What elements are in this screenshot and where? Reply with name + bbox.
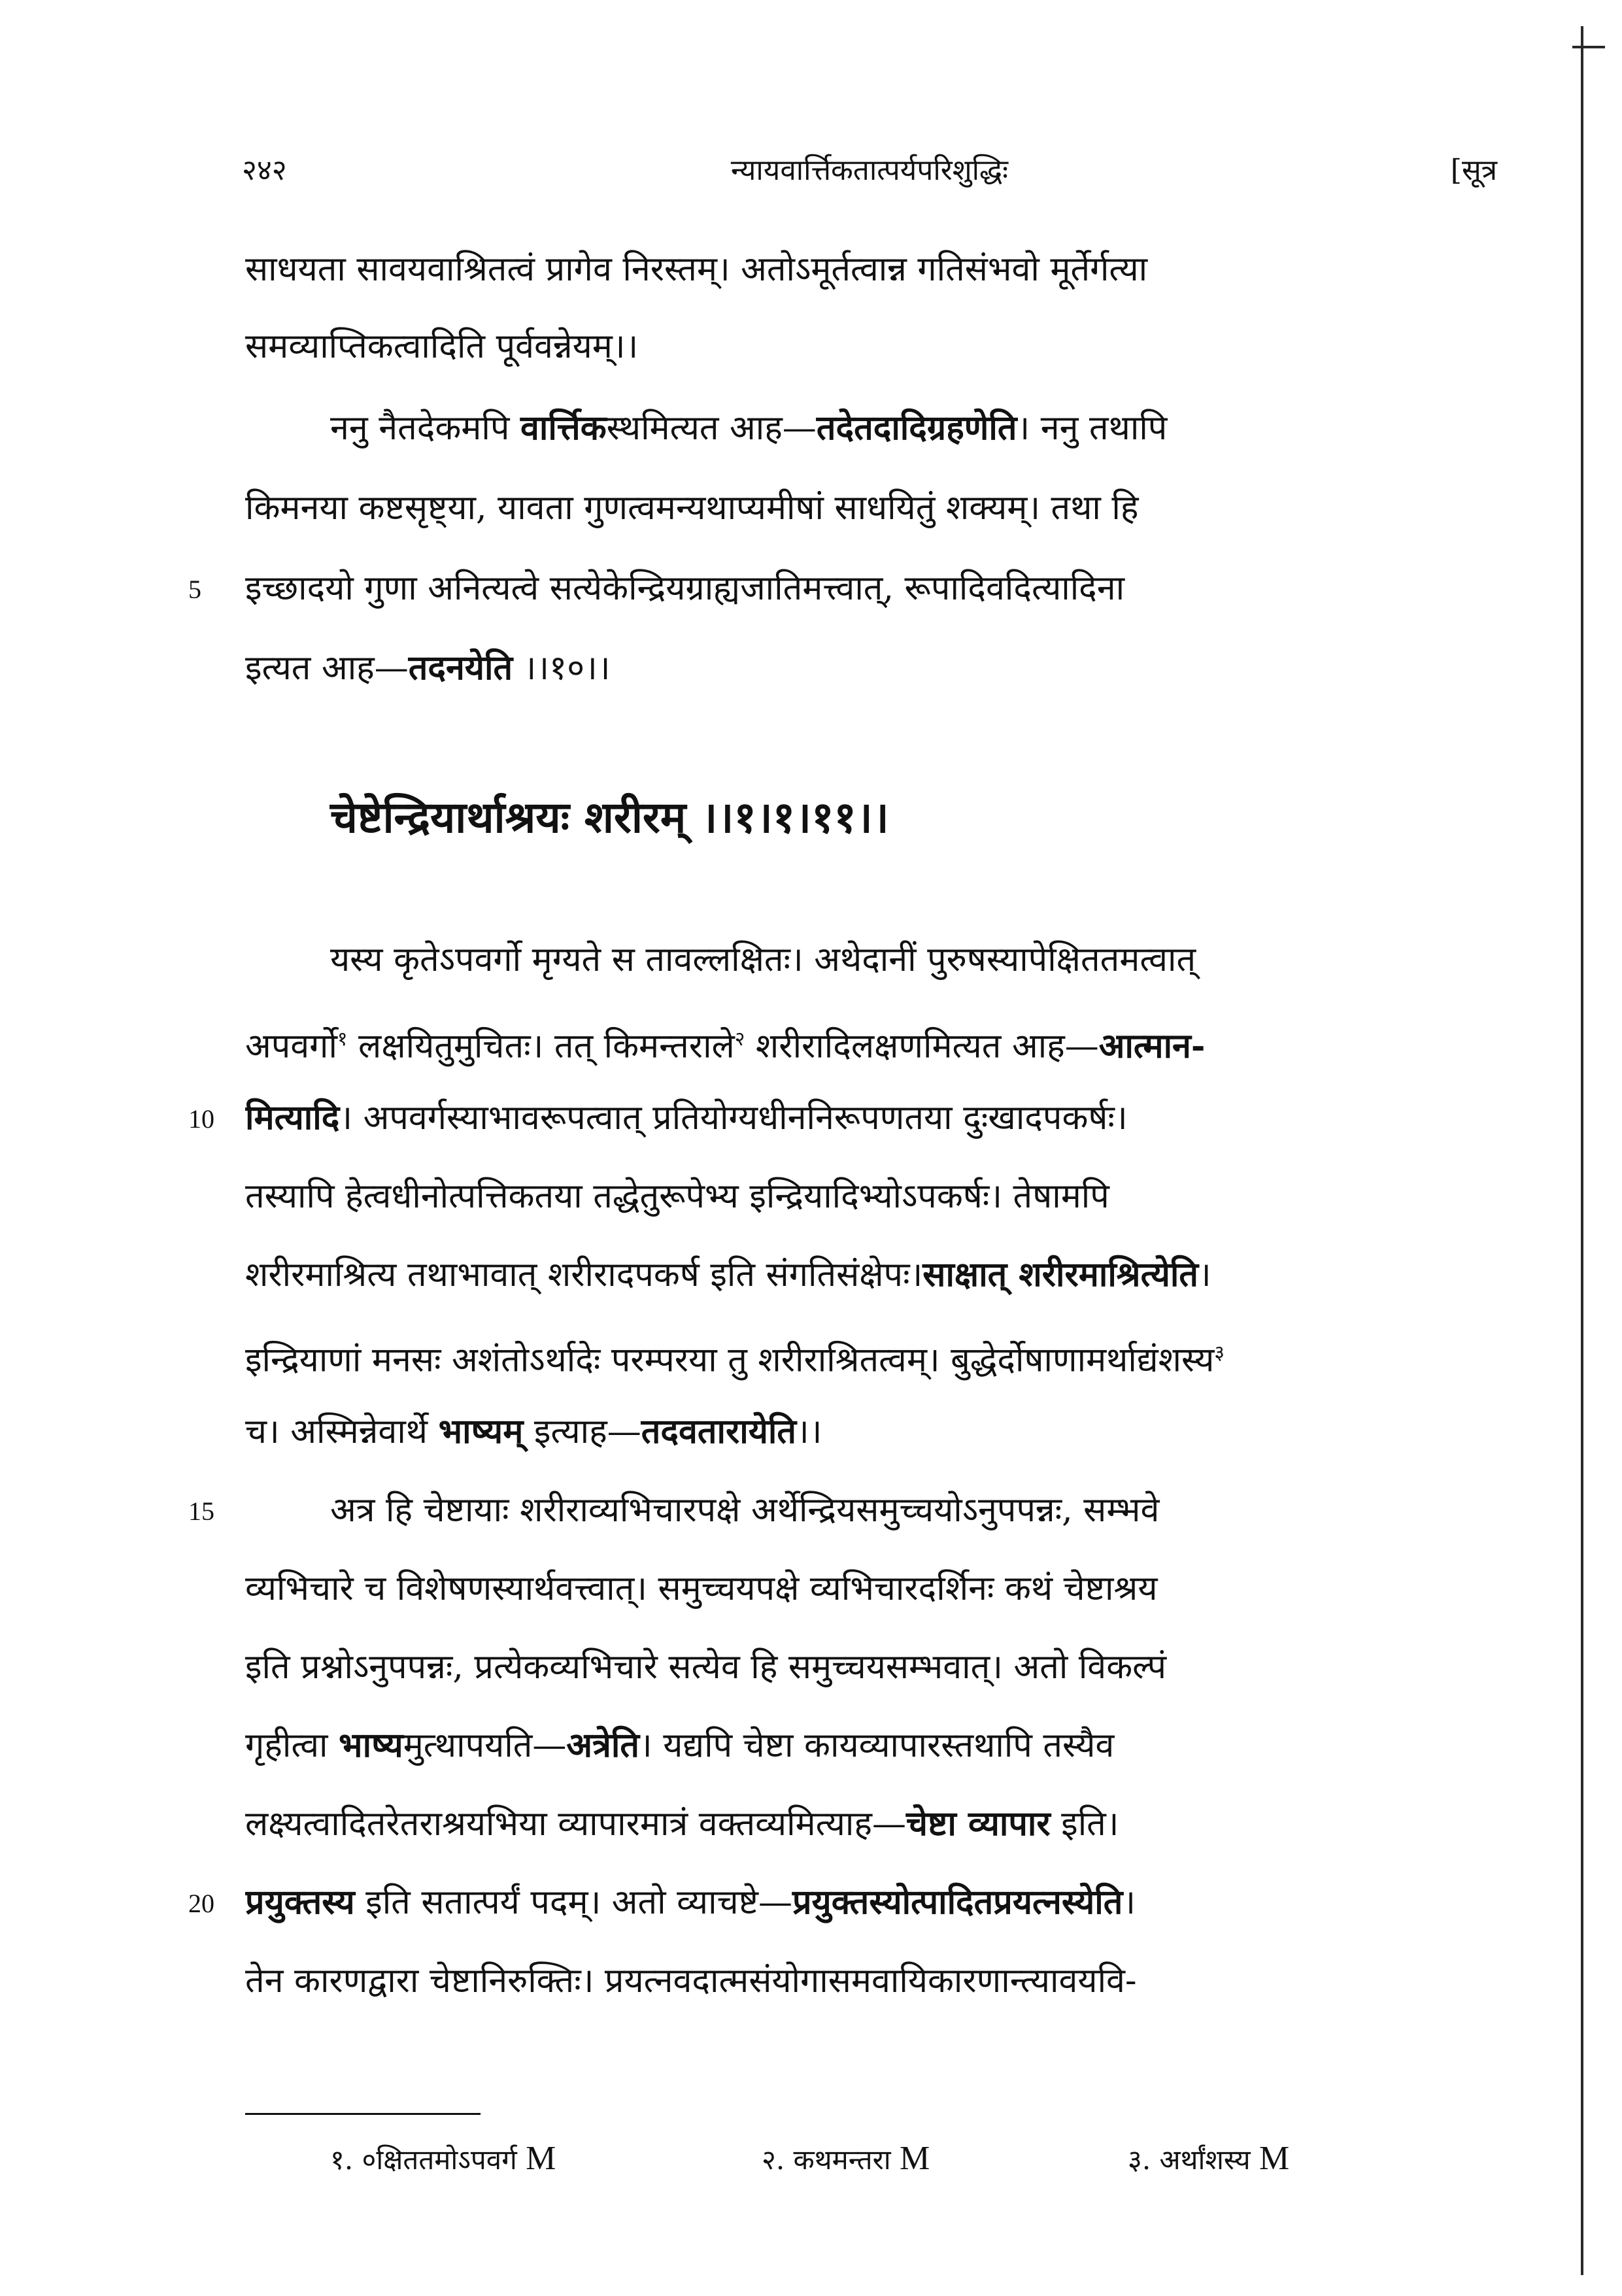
line-text: । अपवर्गस्याभावरूपत्वात् प्रतियोग्यधीननिरूपणतया दुःखादपकर्षः। xyxy=(339,1098,1128,1138)
bold-term: भाष्य xyxy=(339,1725,403,1765)
line-number-10: 10 xyxy=(188,1104,214,1134)
text-line-12 xyxy=(245,1321,1491,1386)
text-line-7 xyxy=(245,927,1491,992)
text-line-13 xyxy=(245,1399,1491,1464)
bold-term: तदवतारायेति xyxy=(641,1411,796,1451)
line-text: । xyxy=(1123,1883,1136,1922)
line-text: स्थमित्यत आह— xyxy=(606,409,817,448)
line-number-15: 15 xyxy=(188,1496,214,1526)
text-line-4 xyxy=(245,475,1491,541)
line-text: च। अस्मिन्नेवार्थे xyxy=(245,1412,439,1451)
text-line-18 xyxy=(245,1791,1491,1857)
line-text: । xyxy=(1198,1255,1211,1294)
footnote-marker: १ xyxy=(337,1028,348,1051)
line-text: । ननु तथापि xyxy=(1017,409,1168,448)
line-text: तेन कारणद्वारा चेष्टानिरुक्तिः। प्रयत्नवदात्मसंयोगासमवायिकारणान्त्यावयवि- xyxy=(245,1961,1137,2001)
footnote-marker: ३ xyxy=(1214,1342,1225,1364)
bold-term: प्रयुक्तस्योत्पादितप्रयत्नस्येति xyxy=(792,1882,1123,1922)
bold-term: तदनयेति xyxy=(408,648,513,688)
line-number-20: 20 xyxy=(188,1889,214,1918)
manuscript-siglum: M xyxy=(900,2140,930,2177)
text-line-9 xyxy=(245,1085,1491,1151)
line-text: ननु नैतदेकमपि xyxy=(330,409,520,448)
text-line-19 xyxy=(245,1870,1491,1935)
text-line-14 xyxy=(245,1477,1491,1543)
bold-term: आत्मान- xyxy=(1098,1026,1206,1066)
text-line-1 xyxy=(245,237,1491,302)
text-line-3 xyxy=(245,396,1491,461)
page-number: २४२ xyxy=(242,154,287,187)
line-text: इन्द्रियाणां मनसः अशंतोऽर्थादेः परम्परया तु शरीराश्रितत्वम्। बुद्धेर्दोषाणामर्थाद्यंशस्य xyxy=(245,1340,1215,1380)
scan-edge-line xyxy=(1581,26,1583,2275)
text-line-11 xyxy=(245,1242,1491,1308)
manuscript-siglum: M xyxy=(1259,2140,1290,2177)
text-line-2 xyxy=(245,314,1491,379)
footnote-text: १. ०क्षिततमोऽपवर्ग xyxy=(330,2144,526,2176)
manuscript-siglum: M xyxy=(526,2140,556,2177)
text-line-6 xyxy=(245,635,1491,701)
line-text: किमनया कष्टसृष्ट्या, यावता गुणत्वमन्यथाप्यमीषां साधयितुं शक्यम्। तथा हि xyxy=(245,488,1139,528)
text-line-16 xyxy=(245,1634,1491,1700)
text-line-20 xyxy=(245,1948,1491,2014)
line-text: लक्ष्यत्वादितरेतराश्रयभिया व्यापारमात्रं वक्तव्यमित्याह— xyxy=(245,1804,906,1844)
bold-term: तदेतदादिग्रहणेति xyxy=(816,408,1017,448)
scan-edge-tick xyxy=(1572,46,1605,48)
line-text: ।। xyxy=(796,1412,822,1451)
line-text: इत्यत आह— xyxy=(245,649,409,688)
text-line-10 xyxy=(245,1164,1491,1229)
footnote-3 xyxy=(1128,2133,1289,2186)
line-text: व्यभिचारे च विशेषणस्यार्थवत्त्वात्। समुच्चयपक्षे व्यभिचारदर्शिनः कथं चेष्टाश्रय xyxy=(245,1569,1158,1608)
text-line-5 xyxy=(245,556,1491,621)
bold-term: चेष्टा व्यापार xyxy=(905,1804,1051,1844)
line-text: तस्यापि हेत्वधीनोत्पत्तिकतया तद्धेतुरूपेभ्य इन्द्रियादिभ्योऽपकर्षः। तेषामपि xyxy=(245,1177,1109,1216)
bold-term: प्रयुक्तस्य xyxy=(245,1882,355,1922)
line-text: समव्याप्तिकत्वादिति पूर्ववन्नेयम्।। xyxy=(245,327,639,366)
text-line-15 xyxy=(245,1556,1491,1621)
line-text: गृहीत्वा xyxy=(245,1726,339,1765)
line-text: अत्र हि चेष्टायाः शरीराव्यभिचारपक्षे अर्थेन्द्रियसमुच्चयोऽनुपपन्नः, सम्भवे xyxy=(330,1491,1160,1530)
line-text: शरीरादिलक्षणमित्यत आह— xyxy=(745,1026,1099,1066)
bold-term: साक्षात् शरीरमाश्रित्येति xyxy=(922,1255,1198,1294)
footnote-2 xyxy=(762,2133,930,2186)
text-line-8 xyxy=(245,1007,1491,1072)
text-line-17 xyxy=(245,1713,1491,1778)
bold-term: अत्रेति xyxy=(566,1725,639,1765)
footnote-text: २. कथमन्तरा xyxy=(762,2144,900,2176)
line-text: इच्छादयो गुणा अनित्यत्वे सत्येकेन्द्रियग्राह्यजातिमत्त्वात्, रूपादिवदित्यादिना xyxy=(245,569,1125,608)
line-text: मुत्थापयति— xyxy=(403,1726,567,1765)
footnotes xyxy=(330,2133,1442,2191)
sutra-heading xyxy=(330,781,1442,853)
line-text: ।।१०।। xyxy=(513,649,611,688)
line-text: इति सतात्पर्यं पदम्। अतो व्याचष्टे— xyxy=(354,1883,792,1922)
bold-term: भाष्यम् xyxy=(438,1411,524,1451)
footnote-separator xyxy=(245,2113,481,2115)
line-text: इत्याह— xyxy=(523,1412,641,1451)
sutra-number: ।।१।१।११।। xyxy=(686,792,889,843)
line-text: इति प्रश्नोऽनुपपन्नः, प्रत्येकव्यभिचारे सत्येव हि समुच्चयसम्भवात्। अतो विकल्पं xyxy=(245,1647,1166,1687)
line-text: शरीरमाश्रित्य तथाभावात् शरीरादपकर्ष इति संगतिसंक्षेपः। xyxy=(245,1255,923,1294)
section-label: [सूत्र xyxy=(1450,154,1497,187)
running-header xyxy=(242,149,1497,201)
bold-term: वार्त्तिक xyxy=(520,408,607,448)
line-text: इति। xyxy=(1050,1804,1119,1844)
line-text: लक्षयितुमुचितः। तत् किमन्तराले xyxy=(347,1026,735,1066)
line-text: । यद्यपि चेष्टा कायव्यापारस्तथापि तस्यैव xyxy=(639,1726,1115,1765)
line-text: यस्य कृतेऽपवर्गो मृग्यते स तावल्लक्षितः। अथेदानीं पुरुषस्यापेक्षिततमत्वात् xyxy=(330,940,1196,979)
footnote-marker: २ xyxy=(734,1028,745,1051)
bold-term: मित्यादि xyxy=(245,1098,340,1138)
running-title: न्यायवार्त्तिकतात्पर्यपरिशुद्धिः xyxy=(730,154,1009,187)
line-text: साधयता सावयवाश्रितत्वं प्रागेव निरस्तम्। अतोऽमूर्तत्वान्न गतिसंभवो मूर्तेर्गत्या xyxy=(245,250,1148,289)
line-text: अपवर्गो xyxy=(245,1026,337,1066)
line-number-5: 5 xyxy=(188,575,201,604)
footnote-1 xyxy=(330,2133,556,2186)
sutra-text: चेष्टेन्द्रियार्थाश्रयः शरीरम् xyxy=(330,792,686,843)
footnote-text: ३. अर्थांशस्य xyxy=(1128,2144,1259,2176)
